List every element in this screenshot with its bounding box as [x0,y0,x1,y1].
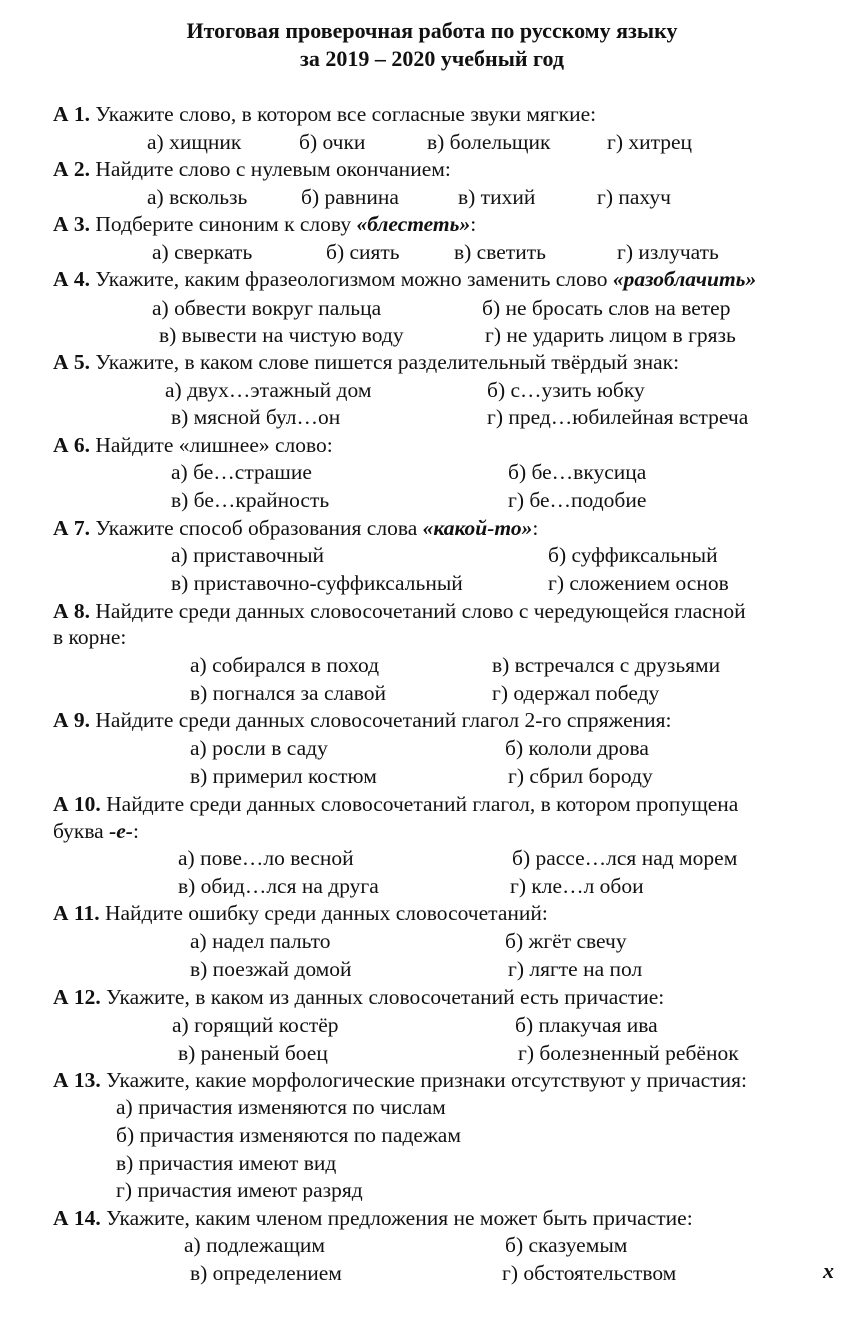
option-d[interactable]: г) сложением основ [548,571,729,595]
option-d[interactable]: г) излучать [617,240,719,264]
option-d[interactable]: г) болезненный ребёнок [518,1041,739,1065]
question-9: А 9. Найдите среди данных словосочетаний глагол 2-го спряжения: [53,708,672,732]
option-b[interactable]: б) не бросать слов на ветер [482,296,731,320]
option-a[interactable]: а) собирался в поход [190,653,380,677]
option-c[interactable]: в) причастия имеют вид [116,1151,337,1175]
page-title-line1: Итоговая проверочная работа по русскому языку [186,18,678,43]
option-b[interactable]: б) равнина [301,185,399,209]
question-3: А 3. Подберите синоним к слову «блестеть»: [53,212,477,236]
option-a[interactable]: а) причастия изменяются по числам [116,1095,446,1119]
option-c[interactable]: в) бе…крайность [171,488,330,512]
option-c[interactable]: в) обид…лся на друга [178,874,379,898]
option-c[interactable]: в) поезжай домой [190,957,352,981]
option-a[interactable]: а) приставочный [171,543,325,567]
option-c[interactable]: в) раненый боец [178,1041,328,1065]
option-d[interactable]: г) лягте на пол [508,957,643,981]
question-8-line2: в корне: [53,625,127,649]
option-c[interactable]: в) приставочно-суффиксальный [171,571,463,595]
option-a[interactable]: а) сверкать [152,240,253,264]
option-d[interactable]: г) хитрец [607,130,693,154]
option-a[interactable]: а) горящий костёр [172,1013,339,1037]
page-title-line2: за 2019 – 2020 учебный год [300,46,564,71]
option-a[interactable]: а) двух…этажный дом [165,378,372,402]
option-d[interactable]: г) одержал победу [492,681,660,705]
question-12: А 12. Укажите, в каком из данных словосочетаний есть причастие: [53,985,665,1009]
option-d[interactable]: г) причастия имеют разряд [116,1178,363,1202]
option-b[interactable]: б) очки [299,130,366,154]
option-b[interactable]: б) жгёт свечу [505,929,627,953]
option-b[interactable]: б) причастия изменяются по падежам [116,1123,461,1147]
question-1: А 1. Укажите слово, в котором все согласные звуки мягкие: [53,102,597,126]
option-d[interactable]: г) кле…л обои [510,874,644,898]
option-b[interactable]: б) кололи дрова [505,736,649,760]
option-b[interactable]: б) сиять [326,240,400,264]
option-b[interactable]: б) бе…вкусица [508,460,647,484]
question-10: А 10. Найдите среди данных словосочетаний глагол, в котором пропущена [53,792,739,816]
question-6: А 6. Найдите «лишнее» слово: [53,433,333,457]
option-b[interactable]: б) плакучая ива [515,1013,658,1037]
option-b[interactable]: б) суффиксальный [548,543,718,567]
option-a[interactable]: а) росли в саду [190,736,328,760]
option-c[interactable]: в) мясной бул…он [171,405,341,429]
option-c[interactable]: в) погнался за славой [190,681,387,705]
option-c[interactable]: в) вывести на чистую воду [159,323,404,347]
option-d[interactable]: г) пахуч [597,185,671,209]
option-a[interactable]: а) хищник [147,130,242,154]
question-10-line2: буква -е-: [53,819,139,843]
option-d[interactable]: г) сбрил бороду [508,764,653,788]
option-a[interactable]: а) надел пальто [190,929,331,953]
question-14: А 14. Укажите, каким членом предложения не может быть причастие: [53,1206,693,1230]
option-a[interactable]: а) пове…ло весной [178,846,354,870]
option-c[interactable]: в) светить [454,240,546,264]
option-b[interactable]: б) рассе…лся над морем [512,846,738,870]
question-5: А 5. Укажите, в каком слове пишется разделительный твёрдый знак: [53,350,680,374]
option-c[interactable]: в) определением [190,1261,342,1285]
option-d[interactable]: г) обстоятельством [502,1261,677,1285]
corner-mark: x [823,1258,834,1283]
option-b[interactable]: в) встречался с друзьями [492,653,721,677]
option-a[interactable]: а) подлежащим [184,1233,325,1257]
question-13: А 13. Укажите, какие морфологические признаки отсутствуют у причастия: [53,1068,747,1092]
option-b[interactable]: б) с…узить юбку [487,378,645,402]
question-2: А 2. Найдите слово с нулевым окончанием: [53,157,451,181]
option-c[interactable]: в) болельщик [427,130,551,154]
option-d[interactable]: г) не ударить лицом в грязь [485,323,736,347]
option-d[interactable]: г) пред…юбилейная встреча [487,405,749,429]
question-7: А 7. Укажите способ образования слова «какой-то»: [53,516,539,540]
question-11: А 11. Найдите ошибку среди данных словосочетаний: [53,901,548,925]
option-c[interactable]: в) примерил костюм [190,764,377,788]
option-a[interactable]: а) вскользь [147,185,248,209]
option-c[interactable]: в) тихий [458,185,536,209]
question-4: А 4. Укажите, каким фразеологизмом можно заменить слово «разоблачить» [53,267,757,291]
option-a[interactable]: а) бе…страшие [171,460,312,484]
option-b[interactable]: б) сказуемым [505,1233,628,1257]
question-8: А 8. Найдите среди данных словосочетаний слово с чередующейся гласной [53,599,746,623]
option-a[interactable]: а) обвести вокруг пальца [152,296,382,320]
option-d[interactable]: г) бе…подобие [508,488,647,512]
